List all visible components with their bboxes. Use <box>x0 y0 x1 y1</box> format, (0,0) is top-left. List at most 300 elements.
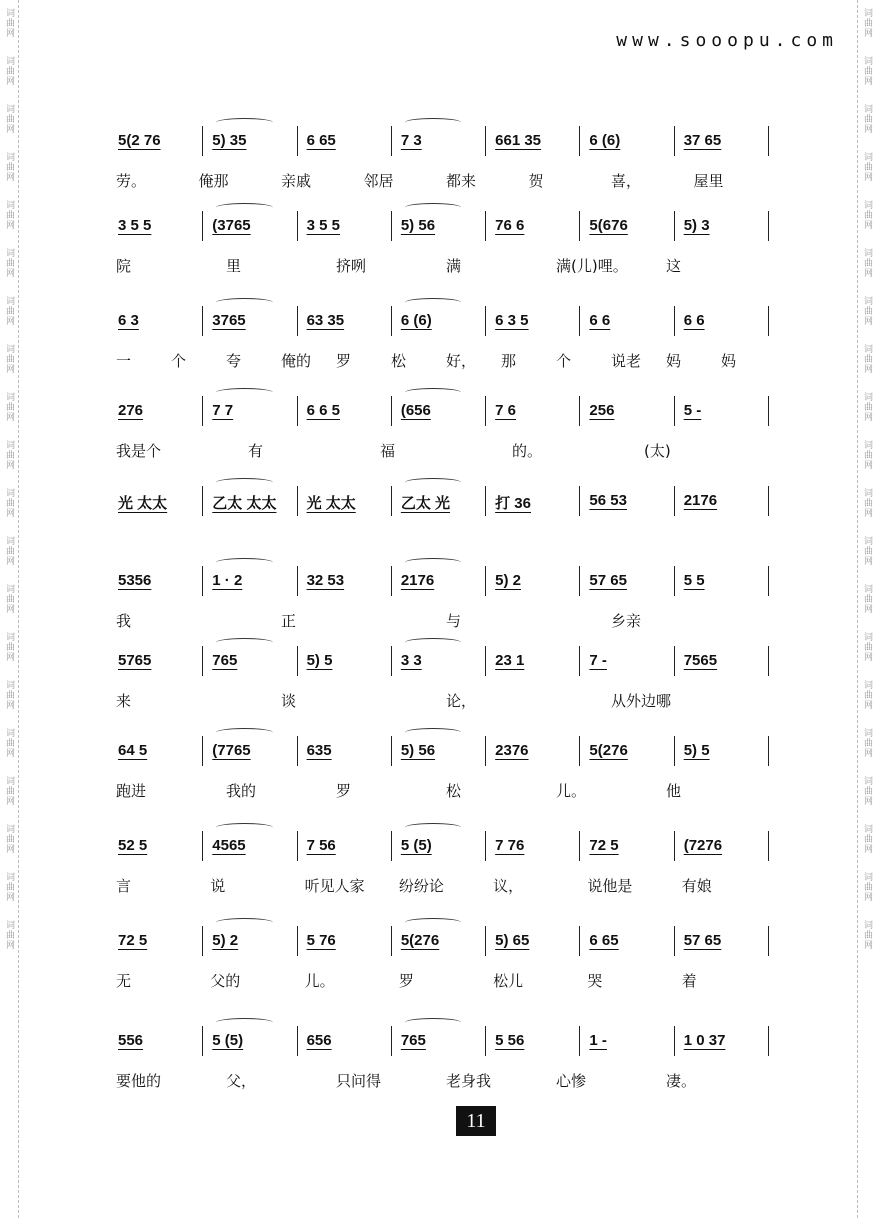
lyric-word: 亲戚 <box>281 172 312 190</box>
barline <box>579 566 580 596</box>
lyric-word: 父的 <box>210 972 241 990</box>
barline <box>391 566 392 596</box>
barline <box>579 486 580 516</box>
barline <box>297 831 298 861</box>
lyric-word: 这 <box>666 257 682 275</box>
barline <box>579 646 580 676</box>
lyric-word: 从外边哪 <box>611 692 672 710</box>
slur-mark <box>405 388 462 397</box>
lyric-word: 儿。 <box>556 782 587 800</box>
barline <box>391 926 392 956</box>
notation-measure: 6 65 <box>589 932 619 949</box>
notation-measure: 1 0 37 <box>683 1032 726 1049</box>
notation-measure: 37 65 <box>683 132 722 149</box>
sidebar-watermark-mark: 词曲网 <box>4 344 14 374</box>
notation-line <box>112 835 772 861</box>
barline <box>297 736 298 766</box>
barline <box>768 566 769 596</box>
slur-mark <box>216 1018 273 1027</box>
lyric-line <box>112 780 772 802</box>
lyric-word: 满(儿)哩。 <box>556 257 628 275</box>
lyric-word: 哭 <box>587 972 603 990</box>
notation-measure: 7 56 <box>306 837 336 854</box>
sidebar-watermark-mark: 词曲网 <box>862 728 872 758</box>
notation-measure: 57 65 <box>589 572 627 589</box>
sidebar-watermark-mark: 词曲网 <box>4 680 14 710</box>
barline <box>768 396 769 426</box>
barline <box>202 1026 203 1056</box>
notation-measure: 256 <box>589 402 615 419</box>
notation-measure: 5 (5) <box>212 1032 244 1049</box>
slur-mark <box>405 1018 462 1027</box>
barline <box>485 126 486 156</box>
lyric-word: 凄。 <box>666 1072 697 1090</box>
lyric-word: 喜， <box>611 172 642 190</box>
lyric-word: 那 <box>501 352 517 370</box>
lyric-word: 我是个 <box>116 442 162 460</box>
barline <box>674 736 675 766</box>
barline <box>768 926 769 956</box>
sidebar-watermark-mark: 词曲网 <box>862 152 872 182</box>
notation-measure: 光 太太 <box>118 495 168 512</box>
sidebar-watermark-mark: 词曲网 <box>4 152 14 182</box>
notation-measure: 661 35 <box>495 132 542 149</box>
slur-mark <box>216 558 273 567</box>
notation-measure: 6 6 5 <box>306 402 340 419</box>
barline <box>485 566 486 596</box>
notation-measure: 2176 <box>683 492 718 509</box>
notation-measure: 3765 <box>212 312 246 329</box>
sidebar-watermark-mark: 词曲网 <box>4 920 14 950</box>
lyric-word: 只问得 <box>336 1072 382 1090</box>
slur-mark <box>216 118 273 127</box>
notation-measure: 765 <box>212 652 238 669</box>
notation-measure: 乙太 太太 <box>212 495 277 512</box>
notation-measure: 5 - <box>683 402 702 419</box>
barline <box>674 396 675 426</box>
barline <box>202 646 203 676</box>
notation-measure: 52 5 <box>118 837 148 854</box>
lyric-word: 言 <box>116 877 132 895</box>
notation-line <box>112 930 772 956</box>
notation-line <box>112 215 772 241</box>
barline <box>768 646 769 676</box>
notation-measure: 5) 5 <box>306 652 333 669</box>
notation-measure: 打 36 <box>495 495 531 512</box>
barline <box>297 646 298 676</box>
notation-measure: 7565 <box>683 652 718 669</box>
barline <box>485 486 486 516</box>
sidebar-watermark-mark: 词曲网 <box>862 344 872 374</box>
barline <box>202 926 203 956</box>
notation-measure: 64 5 <box>118 742 148 759</box>
notation-measure: 5(2 76 <box>118 132 161 149</box>
barline <box>202 126 203 156</box>
notation-line <box>112 310 772 336</box>
slur-mark <box>405 728 462 737</box>
barline <box>485 396 486 426</box>
barline <box>202 831 203 861</box>
notation-measure: 6 6 <box>589 312 611 329</box>
barline <box>768 831 769 861</box>
sidebar-watermark-mark: 词曲网 <box>4 488 14 518</box>
notation-measure: 6 3 5 <box>495 312 529 329</box>
barline <box>674 126 675 156</box>
barline <box>579 126 580 156</box>
sidebar-watermark-mark: 词曲网 <box>862 56 872 86</box>
notation-measure: 3 5 5 <box>306 217 340 234</box>
lyric-word: 儿。 <box>304 972 335 990</box>
lyric-word: 里 <box>226 257 242 275</box>
sidebar-watermark-mark: 词曲网 <box>862 920 872 950</box>
barline <box>485 1026 486 1056</box>
sidebar-watermark-mark: 词曲网 <box>4 8 14 38</box>
lyric-word: 老身我 <box>446 1072 492 1090</box>
notation-measure: 6 6 <box>683 312 705 329</box>
lyric-word: 妈 <box>721 352 737 370</box>
lyric-line <box>112 875 772 897</box>
barline <box>391 646 392 676</box>
notation-measure: 7 - <box>589 652 607 669</box>
slur-mark <box>405 558 462 567</box>
notation-measure: (7765 <box>212 742 251 759</box>
barline <box>391 486 392 516</box>
lyric-word: 有 <box>248 442 264 460</box>
lyric-word: 好， <box>446 352 477 370</box>
barline <box>297 486 298 516</box>
lyric-word: 我的 <box>226 782 257 800</box>
sidebar-watermark-mark: 词曲网 <box>862 8 872 38</box>
notation-measure: 2176 <box>400 572 435 589</box>
slur-mark <box>405 823 462 832</box>
notation-measure: 6 (6) <box>589 132 621 149</box>
notation-measure: 7 3 <box>400 132 422 149</box>
page-number: 11 <box>456 1106 496 1136</box>
barline <box>485 831 486 861</box>
notation-measure: 6 65 <box>306 132 336 149</box>
barline <box>202 736 203 766</box>
notation-measure: 63 35 <box>306 312 345 329</box>
barline <box>768 486 769 516</box>
slur-mark <box>216 298 273 307</box>
lyric-word: 一 <box>116 352 132 370</box>
slur-mark <box>405 918 462 927</box>
notation-measure: 72 5 <box>118 932 148 949</box>
sidebar-watermark-mark: 词曲网 <box>4 104 14 134</box>
notation-measure: 光 太太 <box>306 495 356 512</box>
notation-measure: 23 1 <box>495 652 525 669</box>
notation-measure: 1 - <box>589 1032 607 1049</box>
barline <box>485 736 486 766</box>
notation-measure: (3765 <box>212 217 251 234</box>
lyric-word: 挤咧 <box>336 257 367 275</box>
notation-line <box>112 1030 772 1056</box>
barline <box>202 566 203 596</box>
notation-measure: 5) 2 <box>212 932 239 949</box>
sidebar-watermark-mark: 词曲网 <box>4 296 14 326</box>
barline <box>674 306 675 336</box>
lyric-word: 无 <box>116 972 132 990</box>
lyric-word: 听见人家 <box>304 877 365 895</box>
lyric-word: 妈 <box>666 352 682 370</box>
notation-measure: 5) 56 <box>400 217 436 234</box>
lyric-word: 贺 <box>528 172 544 190</box>
notation-measure: 5765 <box>118 652 152 669</box>
notation-measure: 6 (6) <box>400 312 432 329</box>
slur-mark <box>216 388 273 397</box>
barline <box>297 1026 298 1056</box>
slur-mark <box>216 728 273 737</box>
barline <box>297 396 298 426</box>
lyric-line <box>112 350 772 372</box>
barline <box>768 126 769 156</box>
notation-measure: 556 <box>118 1032 144 1049</box>
barline <box>391 211 392 241</box>
barline <box>579 306 580 336</box>
lyric-word: 说 <box>210 877 226 895</box>
lyric-line <box>112 690 772 712</box>
barline <box>579 1026 580 1056</box>
notation-measure: 7 7 <box>212 402 234 419</box>
barline <box>674 486 675 516</box>
sidebar-watermark-mark: 词曲网 <box>4 584 14 614</box>
sidebar-watermark-mark: 词曲网 <box>862 632 872 662</box>
lyric-word: 乡亲 <box>611 612 642 630</box>
barline <box>391 126 392 156</box>
notation-measure: 4565 <box>212 837 246 854</box>
site-url: www.sooopu.com <box>616 30 838 51</box>
notation-measure: 5) 65 <box>495 932 530 949</box>
lyric-word: 跑进 <box>116 782 147 800</box>
lyric-line <box>112 970 772 992</box>
barline <box>674 566 675 596</box>
sidebar-watermark-mark: 词曲网 <box>4 536 14 566</box>
lyric-word: 福 <box>380 442 396 460</box>
sidebar-watermark-mark: 词曲网 <box>4 776 14 806</box>
sidebar-watermark-mark: 词曲网 <box>862 488 872 518</box>
lyric-word: 他 <box>666 782 682 800</box>
lyric-word: 俺那 <box>198 172 229 190</box>
lyric-word: 正 <box>281 612 297 630</box>
sidebar-watermark-mark: 词曲网 <box>4 824 14 854</box>
lyric-word: 与 <box>446 612 462 630</box>
sidebar-watermark-mark: 词曲网 <box>862 104 872 134</box>
lyric-line <box>112 170 772 192</box>
barline <box>391 736 392 766</box>
notation-line <box>112 650 772 676</box>
barline <box>485 306 486 336</box>
notation-measure: 56 53 <box>589 492 627 509</box>
lyric-word: 论， <box>446 692 477 710</box>
notation-measure: 1 · 2 <box>212 572 243 589</box>
notation-measure: 72 5 <box>589 837 619 854</box>
lyric-word: 都来 <box>446 172 477 190</box>
slur-mark <box>216 478 273 487</box>
lyric-line <box>112 1070 772 1092</box>
notation-line <box>112 570 772 596</box>
notation-measure: 765 <box>400 1032 426 1049</box>
barline <box>768 1026 769 1056</box>
notation-measure: 5) 56 <box>400 742 436 759</box>
barline <box>768 736 769 766</box>
lyric-word: 说老 <box>611 352 642 370</box>
slur-mark <box>216 638 273 647</box>
notation-measure: 276 <box>118 402 144 419</box>
barline <box>579 926 580 956</box>
sidebar-watermark-mark: 词曲网 <box>862 296 872 326</box>
notation-measure: 5) 3 <box>683 217 710 234</box>
notation-measure: 6 3 <box>118 312 139 329</box>
barline <box>579 736 580 766</box>
sidebar-watermark-mark: 词曲网 <box>862 536 872 566</box>
slur-mark <box>216 203 273 212</box>
lyric-line <box>112 610 772 632</box>
notation-measure: 76 6 <box>495 217 525 234</box>
notation-measure: 7 76 <box>495 837 525 854</box>
barline <box>297 566 298 596</box>
sidebar-watermark-mark: 词曲网 <box>862 200 872 230</box>
slur-mark <box>405 638 462 647</box>
sidebar-watermark-mark: 词曲网 <box>4 56 14 86</box>
sidebar-watermark-mark: 词曲网 <box>862 872 872 902</box>
notation-measure: 5 5 <box>683 572 705 589</box>
notation-measure: 656 <box>306 1032 332 1049</box>
lyric-word: 罗 <box>336 782 352 800</box>
lyric-word: 满 <box>446 257 462 275</box>
notation-measure: 5(676 <box>589 217 628 234</box>
barline <box>674 1026 675 1056</box>
sidebar-watermark-mark: 词曲网 <box>862 248 872 278</box>
sidebar-watermark-mark: 词曲网 <box>862 776 872 806</box>
lyric-word: 心惨 <box>556 1072 587 1090</box>
sidebar-watermark-mark: 词曲网 <box>862 392 872 422</box>
sidebar-watermark-mark: 词曲网 <box>4 440 14 470</box>
lyric-word: 院 <box>116 257 132 275</box>
barline <box>202 306 203 336</box>
sidebar-watermark-mark: 词曲网 <box>4 200 14 230</box>
lyric-word: 罗 <box>336 352 352 370</box>
right-watermark-strip <box>857 0 876 1218</box>
slur-mark <box>216 918 273 927</box>
notation-measure: 乙太 光 <box>400 495 451 512</box>
barline <box>391 306 392 336</box>
barline <box>579 831 580 861</box>
barline <box>297 211 298 241</box>
lyric-word: 松儿 <box>493 972 524 990</box>
barline <box>579 211 580 241</box>
sidebar-watermark-mark: 词曲网 <box>4 872 14 902</box>
notation-measure: 5 56 <box>495 1032 525 1049</box>
lyric-word: 议， <box>493 877 524 895</box>
lyric-word: 夸 <box>226 352 242 370</box>
barline <box>674 831 675 861</box>
sidebar-watermark-mark: 词曲网 <box>862 584 872 614</box>
lyric-word: (太) <box>644 442 671 460</box>
barline <box>202 486 203 516</box>
barline <box>297 306 298 336</box>
barline <box>768 306 769 336</box>
notation-measure: 5) 2 <box>495 572 521 589</box>
lyric-word: 劳。 <box>116 172 147 190</box>
lyric-word: 有娘 <box>681 877 712 895</box>
notation-measure: 5) 5 <box>683 742 710 759</box>
lyric-word: 俺的 <box>281 352 312 370</box>
lyric-word: 罗 <box>398 972 414 990</box>
lyric-word: 个 <box>556 352 572 370</box>
notation-measure: 5 (5) <box>400 837 432 854</box>
lyric-word: 我 <box>116 612 132 630</box>
sidebar-watermark-mark: 词曲网 <box>4 632 14 662</box>
barline <box>485 211 486 241</box>
lyric-word: 父， <box>226 1072 257 1090</box>
lyric-line <box>112 255 772 277</box>
lyric-word: 的。 <box>512 442 543 460</box>
barline <box>297 126 298 156</box>
sidebar-watermark-mark: 词曲网 <box>4 248 14 278</box>
notation-line <box>112 400 772 426</box>
slur-mark <box>405 203 462 212</box>
barline <box>391 831 392 861</box>
barline <box>485 646 486 676</box>
barline <box>391 1026 392 1056</box>
left-watermark-strip <box>0 0 19 1218</box>
barline <box>674 211 675 241</box>
slur-mark <box>216 823 273 832</box>
lyric-word: 松 <box>391 352 407 370</box>
lyric-word: 邻居 <box>363 172 394 190</box>
barline <box>297 926 298 956</box>
slur-mark <box>405 478 462 487</box>
notation-measure: 32 53 <box>306 572 345 589</box>
notation-measure: 5(276 <box>589 742 628 759</box>
lyric-word: 谈 <box>281 692 297 710</box>
notation-measure: 57 65 <box>683 932 722 949</box>
barline <box>391 396 392 426</box>
notation-measure: 3 5 5 <box>118 217 152 234</box>
notation-measure: 7 6 <box>495 402 516 419</box>
notation-measure: 5356 <box>118 572 152 589</box>
notation-measure: 2376 <box>495 742 529 759</box>
barline <box>202 211 203 241</box>
sidebar-watermark-mark: 词曲网 <box>862 680 872 710</box>
notation-measure: 635 <box>306 742 332 759</box>
lyric-word: 来 <box>116 692 132 710</box>
sidebar-watermark-mark: 词曲网 <box>4 392 14 422</box>
slur-mark <box>405 298 462 307</box>
lyric-word: 说他是 <box>587 877 633 895</box>
slur-mark <box>405 118 462 127</box>
barline <box>579 396 580 426</box>
barline <box>768 211 769 241</box>
barline <box>202 396 203 426</box>
notation-measure: (656 <box>400 402 431 419</box>
notation-measure: 5(276 <box>400 932 440 949</box>
sidebar-watermark-mark: 词曲网 <box>4 728 14 758</box>
barline <box>485 926 486 956</box>
notation-line <box>112 130 772 156</box>
notation-measure: 5 76 <box>306 932 336 949</box>
lyric-word: 要他的 <box>116 1072 162 1090</box>
barline <box>674 646 675 676</box>
lyric-word: 屋里 <box>693 172 724 190</box>
lyric-line <box>112 440 772 462</box>
notation-line <box>112 490 772 516</box>
barline <box>674 926 675 956</box>
sidebar-watermark-mark: 词曲网 <box>862 824 872 854</box>
lyric-word: 着 <box>681 972 697 990</box>
notation-measure: (7276 <box>683 837 723 854</box>
notation-measure: 3 3 <box>400 652 422 669</box>
